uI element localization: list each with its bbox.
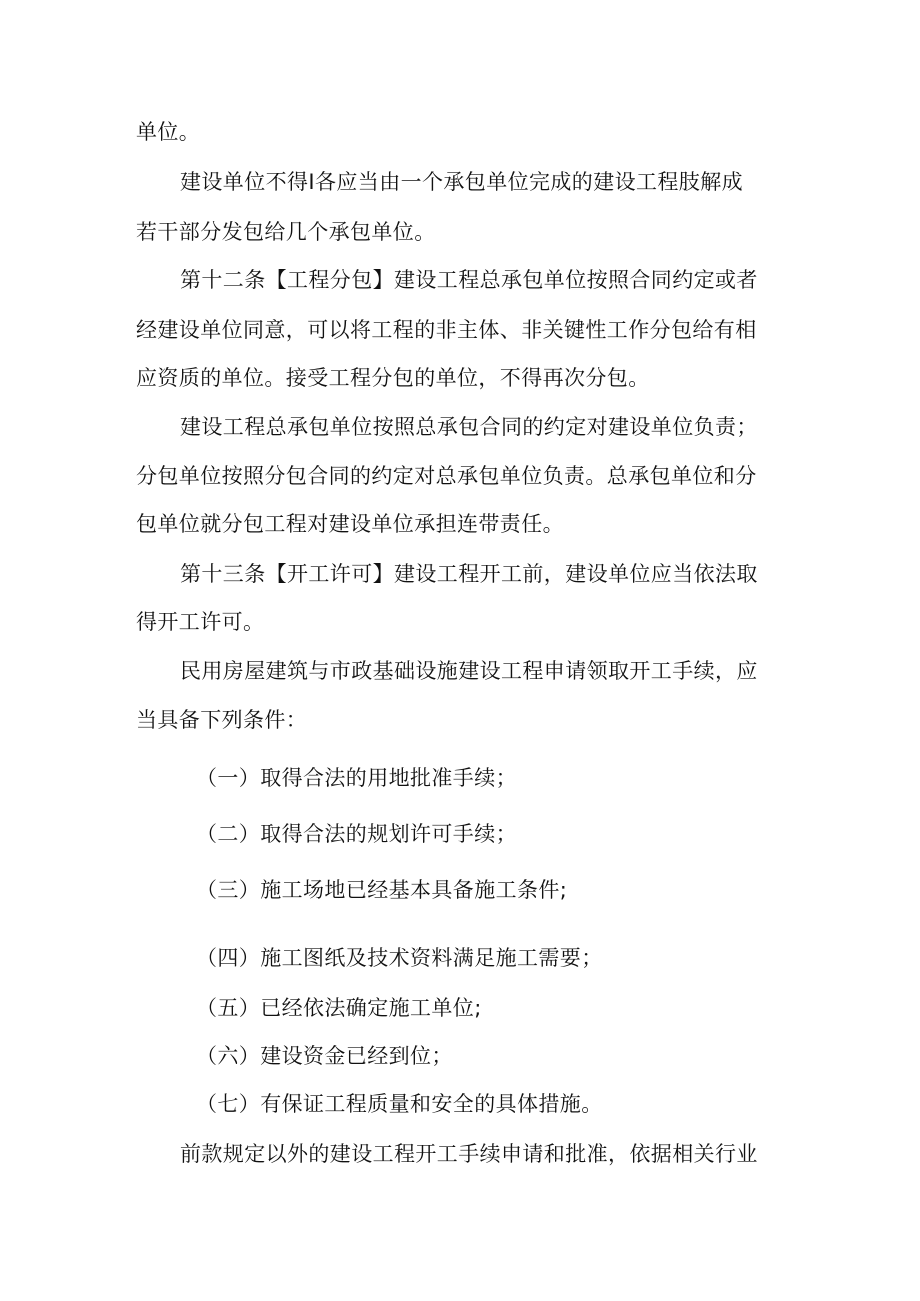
list-item: （四）施工图纸及技术资料满足施工需要； [196,946,603,970]
text-line: 包单位就分包工程对建设单位承担连带责任。 [136,512,564,536]
text-line: 第十三条【开工许可】建设工程开工前，建设单位应当依法取 [180,562,758,586]
list-item: （二）取得合法的规划许可手续； [196,822,517,846]
list-item: （七）有保证工程质量和安全的具体措施。 [196,1092,603,1116]
text-line: 民用房屋建筑与市政基础设施建设工程申请领取开工手续，应 [180,659,758,683]
text-line: 若干部分发包给几个承包单位。 [136,220,436,244]
text-line: 单位。 [136,120,201,144]
list-item: （一）取得合法的用地批准手续； [196,766,517,790]
text-line: 应资质的单位。接受工程分包的单位，不得再次分包。 [136,366,650,390]
text-line: 得开工许可。 [136,610,265,634]
text-line: 分包单位按照分包合同的约定对总承包单位负责。总承包单位和分 [136,464,757,488]
text-line: 建设工程总承包单位按照总承包合同的约定对建设单位负责； [180,415,758,439]
text-line: 第十二条【工程分包】建设工程总承包单位按照合同约定或者 [180,268,758,292]
text-line: 经建设单位同意，可以将工程的非主体、非关键性工作分包给有相 [136,318,757,342]
text-line: 建设单位不得Ⅰ各应当由一个承包单位完成的建设工程肢解成 [180,170,743,194]
list-item: （五）已经依法确定施工单位; [196,996,482,1020]
list-item: （六）建设资金已经到位； [196,1044,453,1068]
list-item: （三）施工场地已经基本具备施工条件; [196,878,568,902]
text-line: 当具备下列条件： [136,708,308,732]
text-line: 前款规定以外的建设工程开工手续申请和批准，依据相关行业 [180,1142,758,1166]
